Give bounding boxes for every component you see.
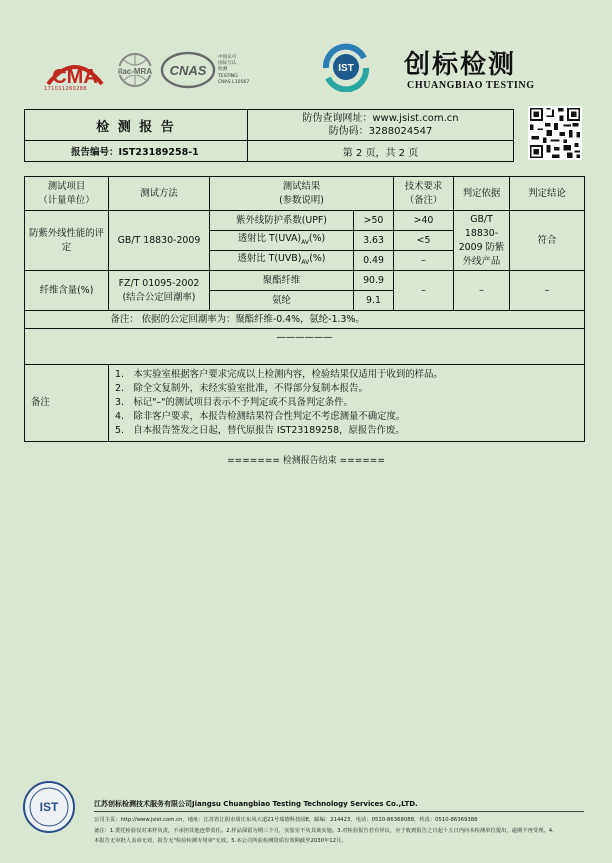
- fiber-param-1: 聚酯纤维: [210, 271, 354, 291]
- col-header-requirement-sub: （备注）: [404, 194, 443, 206]
- uv-req-1: >40: [394, 211, 454, 231]
- cnas-caption: 中国认可 国际互认 检测 TESTING CNAS L10567: [218, 55, 250, 85]
- table-header-row: [25, 177, 585, 211]
- brand-name-cn: 创标检测: [404, 50, 517, 80]
- report-title: 检 测 报 告: [96, 119, 176, 135]
- verify-url: 防伪查询网址：www.jsist.com.cn: [302, 113, 459, 124]
- footer-company: 江苏创标检测技术服务有限公司Jiangsu Chuangbiao Testing Technology Services Co.,LTD.: [94, 800, 418, 808]
- svg-text:CNAS: CNAS: [169, 63, 207, 78]
- col-header-result: 测试结果: [282, 180, 321, 192]
- fiber-param-2: 氨纶: [210, 291, 354, 311]
- fiber-method: FZ/T 01095-2002 (结合公定回潮率): [109, 271, 210, 311]
- uv-item: 防紫外线性能的评定: [25, 211, 109, 271]
- uv-req-2: <5: [394, 231, 454, 251]
- table-row: [25, 271, 585, 291]
- col-header-conclusion: 判定结论: [510, 177, 585, 211]
- results-table: [24, 176, 585, 442]
- note-item: 3. 标记"–"的测试项目表示不予判定或不具备判定条件。: [115, 397, 353, 408]
- report-header-table: [24, 109, 514, 162]
- fiber-value-1: 90.9: [354, 271, 394, 291]
- uv-req-3: –: [394, 251, 454, 271]
- fiber-conclusion: –: [510, 271, 585, 311]
- col-header-result-sub: (参数说明): [279, 194, 324, 206]
- footer-note-2: 本报告无审批人盖章无效，报告无"检验检测专用章"无效。5.本公司所获检测资质有效期截至2030年12月。: [94, 838, 347, 844]
- col-header-requirement: 技术要求: [404, 180, 443, 192]
- page-number: 第 2 页，共 2 页: [342, 147, 419, 159]
- svg-text:CMA: CMA: [52, 66, 98, 88]
- footer-seal: [22, 780, 76, 834]
- report-number: 报告编号：IST23189258-1: [71, 147, 199, 158]
- uv-param-3: 透射比 $T(UVB)_{AV}(\%)$: [210, 251, 354, 271]
- ist-logo: [320, 42, 372, 92]
- col-header-item-unit: （计量单位）: [38, 194, 95, 206]
- fiber-item: 纤维含量(%): [25, 271, 109, 311]
- footer-note-1: 备注：1.委托检验仅对来样负责，不承担其他连带责任。2.样品保留为期三个月，实验室不负其莱实施。3.对检验报告若有异议，应于收到报告之日起十五日内向本检测单位提出，逾期不再受理。4.: [94, 828, 554, 834]
- uv-value-2: 3.63: [354, 231, 394, 251]
- uv-conclusion: 符合: [510, 211, 585, 271]
- note-item: 5. 自本报告签发之日起，替代原报告 IST23189258，原报告作废。: [115, 425, 405, 436]
- notes-label: 备注: [25, 365, 109, 442]
- col-header-item: 测试项目: [47, 180, 86, 192]
- cma-number: 171011260288: [44, 86, 87, 92]
- remark-row: [25, 311, 585, 329]
- uv-param-1: 紫外线防护系数(UPF): [210, 211, 354, 231]
- svg-text:ilac-MRA: ilac-MRA: [117, 67, 153, 76]
- col-header-basis: 判定依据: [454, 177, 510, 211]
- footer-seal-text: IST: [39, 800, 59, 814]
- uv-value-1: >50: [354, 211, 394, 231]
- separator-line: ——————: [25, 329, 585, 365]
- uv-method: GB/T 18830-2009: [109, 211, 210, 271]
- footer-contact: 公司主页：http://www.jsist.com.cn，地址：江苏省江阴市周庄东风大道21号瑞德科技园E，邮编：214423，电话：0510-86368088，传真：0510-86369388: [94, 817, 478, 823]
- cnas-logo: [160, 50, 216, 90]
- ilac-mra-logo: [112, 50, 158, 94]
- uv-basis: GB/T 18830-2009 防紫外线产品: [454, 211, 510, 271]
- brand-name-en: CHUANGBIAO TESTING: [407, 80, 535, 91]
- verify-code: 防伪码：3288024547: [328, 126, 433, 137]
- fiber-value-2: 9.1: [354, 291, 394, 311]
- moisture-remark: 备注： 依据的公定回潮率为：聚酯纤维-0.4%，氨纶-1.3%。: [109, 311, 585, 329]
- notes-row: [25, 365, 585, 442]
- col-header-method: 测试方法: [109, 177, 210, 211]
- table-row: [25, 211, 585, 231]
- uv-value-3: 0.49: [354, 251, 394, 271]
- note-item: 4. 除非客户要求，本报告检测结果符合性判定不考虑测量不确定度。: [115, 411, 406, 422]
- note-item: 2. 除全文复制外，未经实验室批准，不得部分复制本报告。: [115, 383, 368, 394]
- separator-row: [25, 329, 585, 365]
- fiber-req: –: [394, 271, 454, 311]
- fiber-basis: –: [454, 271, 510, 311]
- note-item: 1. 本实验室根据客户要求完成以上检测内容，检验结果仅适用于收到的样品。: [115, 369, 443, 380]
- report-end-marker: ======= 检测报告结束 ======: [227, 456, 385, 466]
- qr-code: [528, 106, 582, 160]
- uv-param-2: 透射比 $T(UVA)_{AV}(\%)$: [210, 231, 354, 251]
- ist-logo-text: IST: [338, 63, 354, 74]
- footer-divider: [94, 811, 584, 812]
